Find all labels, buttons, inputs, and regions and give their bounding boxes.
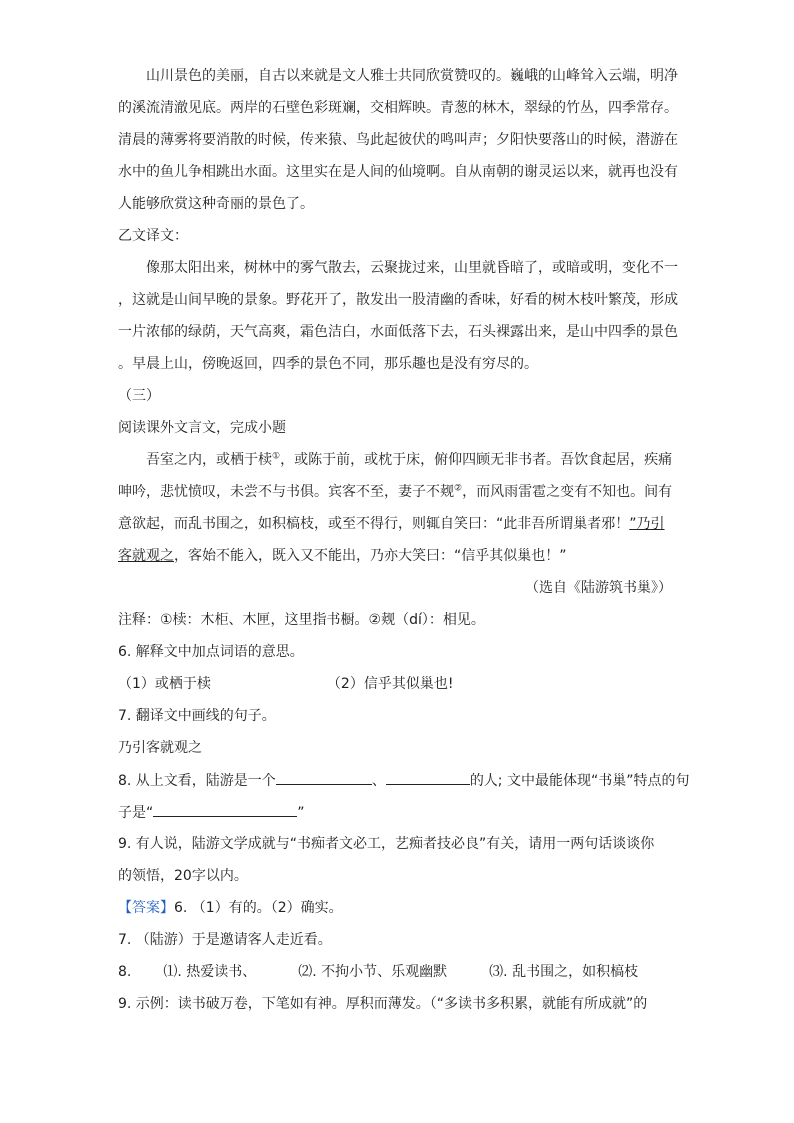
answer-9: 9. 示例：读书破万卷，下笔如有神。厚积而薄发。（“多读书多积累，就能有所成就”的 [118,996,648,1012]
underlined-sentence: ”乃引 [629,516,665,532]
passage-text: ，或陈于前，或枕于床，俯仰四顾无非书者。吾饮食起居，疾痛 [280,452,673,468]
question-6: 6. 解释文中加点词语的意思。 [118,644,304,660]
question-6-items [118,674,678,694]
translation-line: 。早晨上山，傍晚返回，四季的景色不同，那乐趣也是没有穷尽的。 [118,356,538,372]
answer-blank [276,770,372,785]
question-8: 8. 从上文看，陆游是一个 、 的人; 文中最能体现“书巢”特点的句 [118,770,678,791]
underlined-sentence: 客就观之 [118,548,174,564]
question-7: 7. 翻译文中画线的句子。 [118,708,276,724]
passage-line [146,450,678,470]
question-6-item-1: （1）或栖于椟 [118,676,211,692]
passage-text: 意欲起，而乱书围之，如积槁枝，或至不得行，则辄自笑曰：“此非吾所谓巢者邪！ [118,516,630,532]
translation-line: 水中的鱼儿争相跳出水面。这里实在是人间的仙境啊。自从南朝的谢灵运以来，就再也没有 [118,164,678,180]
answer-6: 【答案】6. （1）有的。（2）确实。 [118,900,343,916]
translation-line: ，这就是山间早晚的景象。野花开了，散发出一股清幽的香味，好看的树木枝叶繁茂，形成 [118,292,678,308]
instruction: 阅读课外文言文，完成小题 [118,420,286,436]
translation-line: 像那太阳出来，树林中的雾气散去，云聚拢过来，山里就昏暗了，或暗或明，变化不一 [146,260,678,276]
passage-text: 呻吟，悲忧愤叹，未尝不与书俱。宾客不至，妻子不觌 [118,484,454,500]
passage-line [118,546,678,566]
answer-7: 7. （陆游）于是邀请客人走近看。 [118,932,332,948]
translation-line: 的溪流清澈见底。两岸的石壁色彩斑斓，交相辉映。青葱的林木，翠绿的竹丛，四季常存。 [118,100,678,116]
passage-line [118,482,678,502]
answer-8: 8. ⑴. 热爱读书、 ⑵. 不拘小节、乐观幽默 ⑶. 乱书围之，如积槁枝 [118,964,639,980]
passage-text: 吾室之内，或栖于椟 [146,452,272,468]
question-9-cont: 的领悟，20字以内。 [118,868,248,884]
question-9: 9. 有人说，陆游文学成就与“书痴者文必工，艺痴者技必良”有关，请用一两句话谈谈你 [118,836,655,852]
question-7-sentence: 乃引客就观之 [118,740,202,756]
answer-tag: 【答案】 [118,900,174,916]
answer-blank [153,802,297,817]
section-number: （三） [118,388,160,404]
question-6-item-2: （2）信乎其似巢也! [326,676,454,692]
section-heading: 乙文译文： [118,228,188,244]
passage-line [118,514,678,534]
translation-line: 人能够欣赏这种奇丽的景色了。 [118,196,314,212]
translation-line: 清晨的薄雾将要消散的时候，传来猿、鸟此起彼伏的鸣叫声；夕阳快要落山的时候，潜游在 [118,132,678,148]
footnote-mark: ② [454,483,463,494]
question-8-cont: 子是“ ” [118,802,678,823]
source-citation: （选自《陆游筑书巢》） [525,580,672,596]
footnote: 注释：①椟：木柜、木匣，这里指书橱。②觌（dí）：相见。 [118,612,485,628]
translation-line: 山川景色的美丽，自古以来就是文人雅士共同欣赏赞叹的。巍峨的山峰耸入云端，明净 [146,68,678,84]
footnote-mark: ① [272,451,281,462]
answer-blank [386,770,470,785]
passage-text: ，而风雨雷雹之变有不知也。间有 [462,484,673,500]
passage-text: ，客始不能入，既入又不能出，乃亦大笑曰：“信乎其似巢也！” [174,548,567,564]
translation-line: 一片浓郁的绿荫，天气高爽，霜色洁白，水面低落下去，石头裸露出来，是山中四季的景色 [118,324,678,340]
